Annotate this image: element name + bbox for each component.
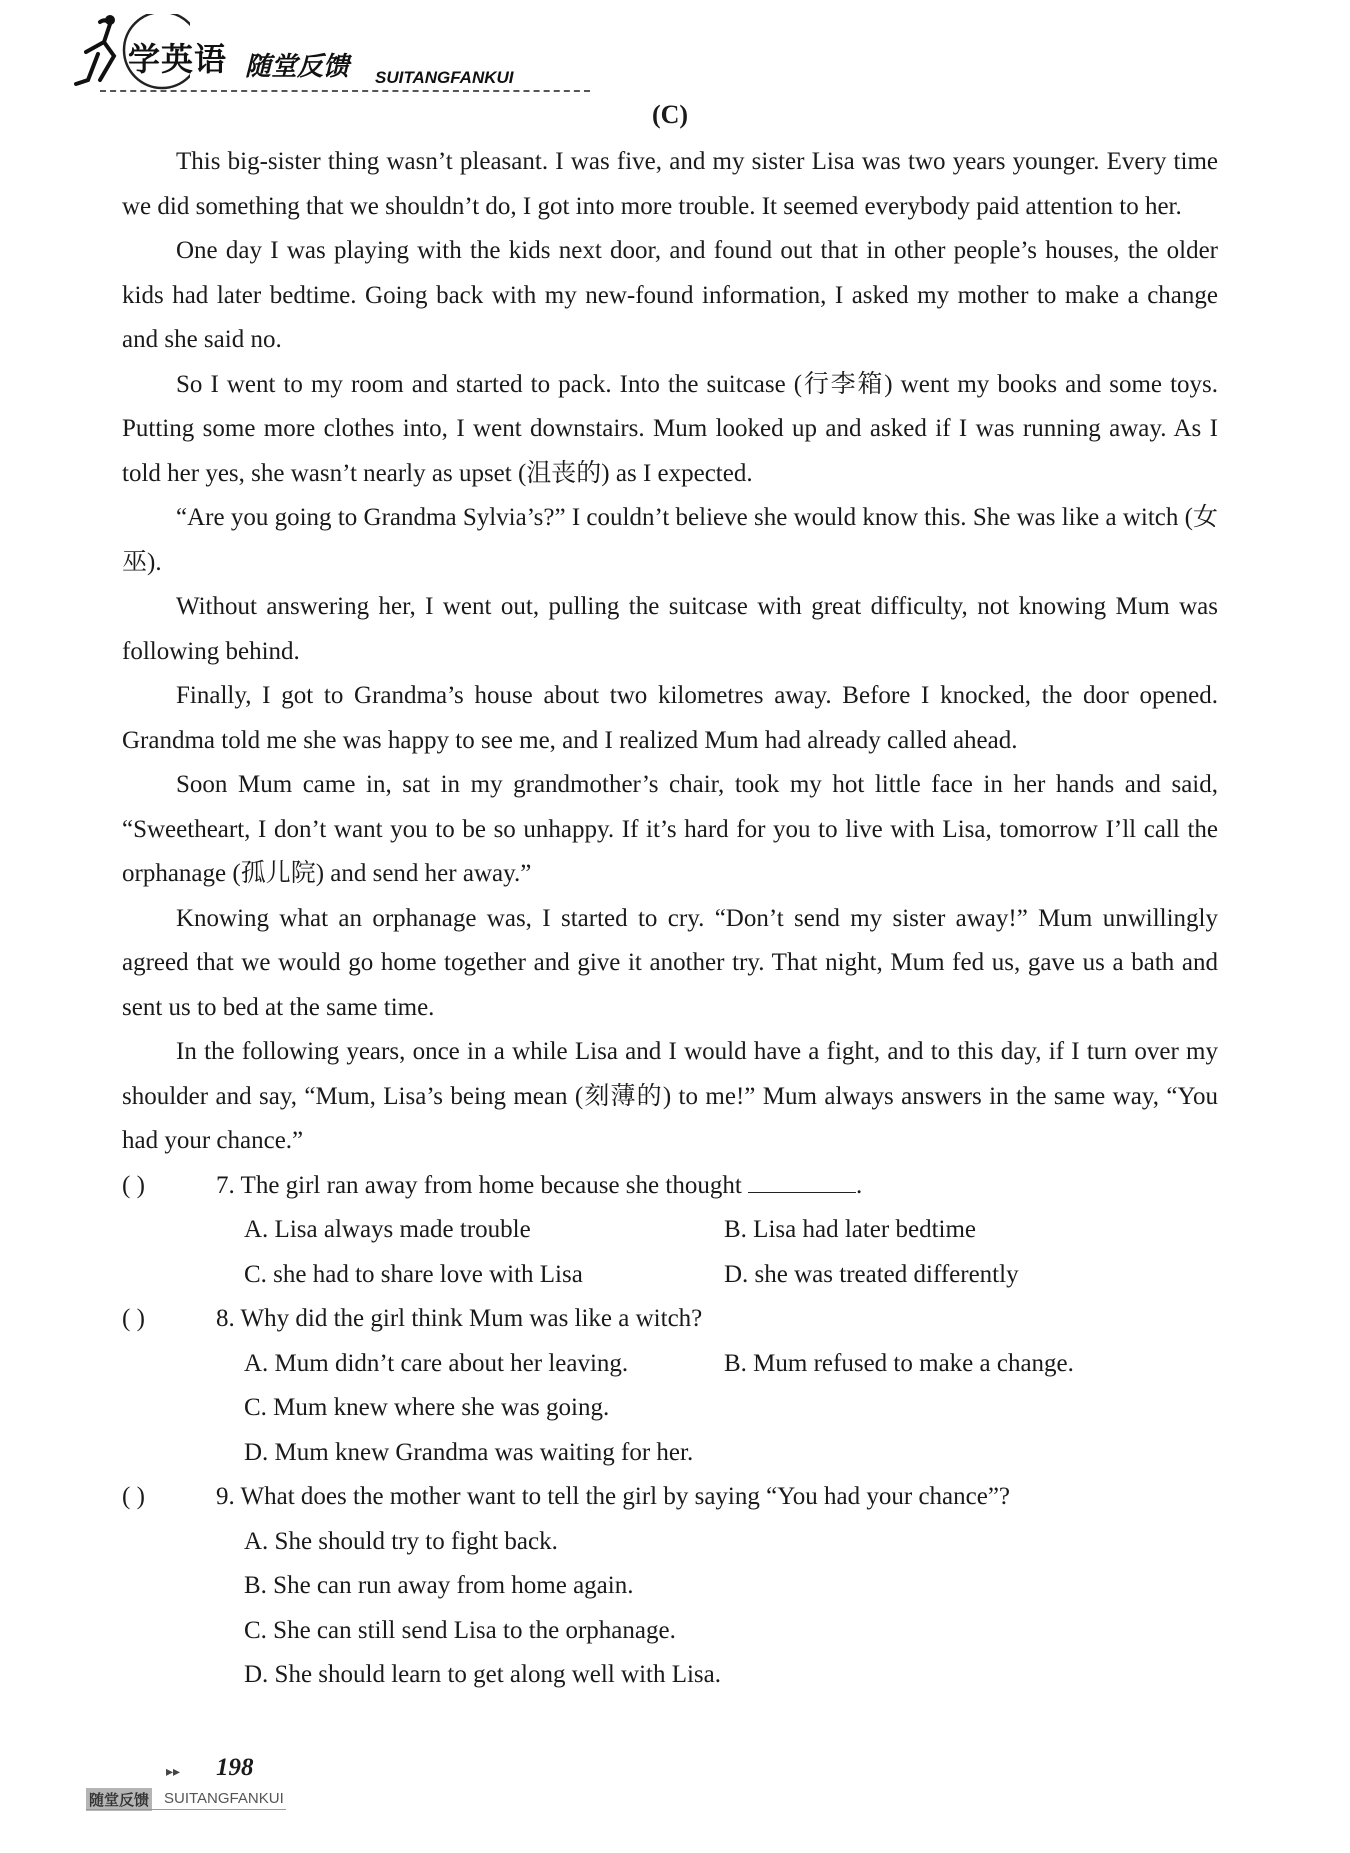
answer-bracket[interactable]: ( ) [122,1305,145,1332]
page-footer [86,1748,386,1828]
paragraph: This big-sister thing wasn’t pleasant. I was five, and my sister Lisa was two years younger. Every time we did something that we shouldn’t do, I got into more trouble. It seemed everybody paid attention to her. [122,148,1218,220]
question-text: 9. What does the mother want to tell the girl by saying “You had your chance”? [216,1483,1011,1510]
option-d[interactable]: D. she was treated differently [724,1260,1019,1288]
paragraph: “Are you going to Grandma Sylvia’s?” I couldn’t believe she would know this. She was like a witch (女巫). [122,504,1218,576]
option-a[interactable]: A. She should try to fight back. [244,1527,558,1555]
answer-blank[interactable] [748,1164,856,1193]
paragraph: In the following years, once in a while Lisa and I would have a fight, and to this day, if I turn over my shoulder and say, “Mum, Lisa’s being mean (刻薄的) to me!” Mum always answers in the same way, “You had your chance.” [122,1038,1218,1154]
page-number: 198 [216,1754,254,1781]
question-end: . [856,1171,863,1199]
question-text: 7. The girl ran away from home because she thought [216,1171,742,1199]
header-divider [100,90,590,92]
logo-pinyin: SUITANGFANKUI [375,68,514,87]
question-text: 8. Why did the girl think Mum was like a witch? [216,1305,703,1332]
section-title: (C) [651,100,689,129]
answer-bracket[interactable]: ( ) [122,1171,145,1199]
double-arrow-icon: ▸▸ [166,1764,181,1780]
footer-divider [86,1809,286,1810]
paragraph: Finally, I got to Grandma’s house about two kilometres away. Before I knocked, the door opened. Grandma told me she was happy to see me, and I realized Mum had already called ahead. [122,682,1218,754]
question-8 [122,1297,1218,1342]
option-c[interactable]: C. She can still send Lisa to the orphanage. [244,1616,676,1644]
paragraph: One day I was playing with the kids next door, and found out that in other people’s houses, the older kids had later bedtime. Going back with my new-found information, I asked my mother to make a change and she said no. [122,237,1218,353]
option-a[interactable]: A. Mum didn’t care about her leaving. [244,1349,629,1377]
question-9 [122,1475,1218,1520]
logo-subtitle: 随堂反馈 [245,52,350,82]
paragraph: Knowing what an orphanage was, I started to cry. “Don’t send my sister away!” Mum unwillingly agreed that we would go home together and give it another try. That night, Mum fed us, gave us a bath and sent us to bed at the same time. [122,904,1218,1021]
reading-passage [122,100,1218,1698]
footer-label: 随堂反馈 [86,1788,152,1811]
page-header [70,14,590,94]
paragraph: So I went to my room and started to pack. Into the suitcase (行李箱) went my books and some toys. Putting some more clothes into, I went downstairs. Mum looked up and asked if I was running away. As I told her yes, she wasn’t nearly as upset (沮丧的) as I expected. [122,370,1218,487]
option-d[interactable]: D. Mum knew Grandma was waiting for her. [244,1438,694,1466]
footer-pinyin: SUITANGFANKUI [164,1790,284,1807]
option-d[interactable]: D. She should learn to get along well with Lisa. [244,1661,722,1688]
options-7 [122,1208,1218,1297]
option-a[interactable]: A. Lisa always made trouble [244,1216,531,1243]
logo-title: 学英语 [128,40,228,78]
option-c[interactable]: C. Mum knew where she was going. [244,1394,610,1421]
paragraph: Without answering her, I went out, pulling the suitcase with great difficulty, not knowing Mum was following behind. [122,593,1218,665]
paragraph: Soon Mum came in, sat in my grandmother’s chair, took my hot little face in her hands and said, “Sweetheart, I don’t want you to be so unhappy. If it’s hard for you to live with Lisa, tomorrow I’ll call the orphanage (孤儿院) and send her away.” [122,771,1218,887]
options-9 [122,1520,1218,1698]
option-c[interactable]: C. she had to share love with Lisa [244,1260,583,1288]
option-b[interactable]: B. She can run away from home again. [244,1572,634,1599]
option-b[interactable]: B. Mum refused to make a change. [724,1349,1074,1377]
answer-bracket[interactable]: ( ) [122,1483,145,1510]
question-7 [122,1164,1218,1209]
option-b[interactable]: B. Lisa had later bedtime [724,1216,977,1243]
options-8 [122,1342,1218,1476]
